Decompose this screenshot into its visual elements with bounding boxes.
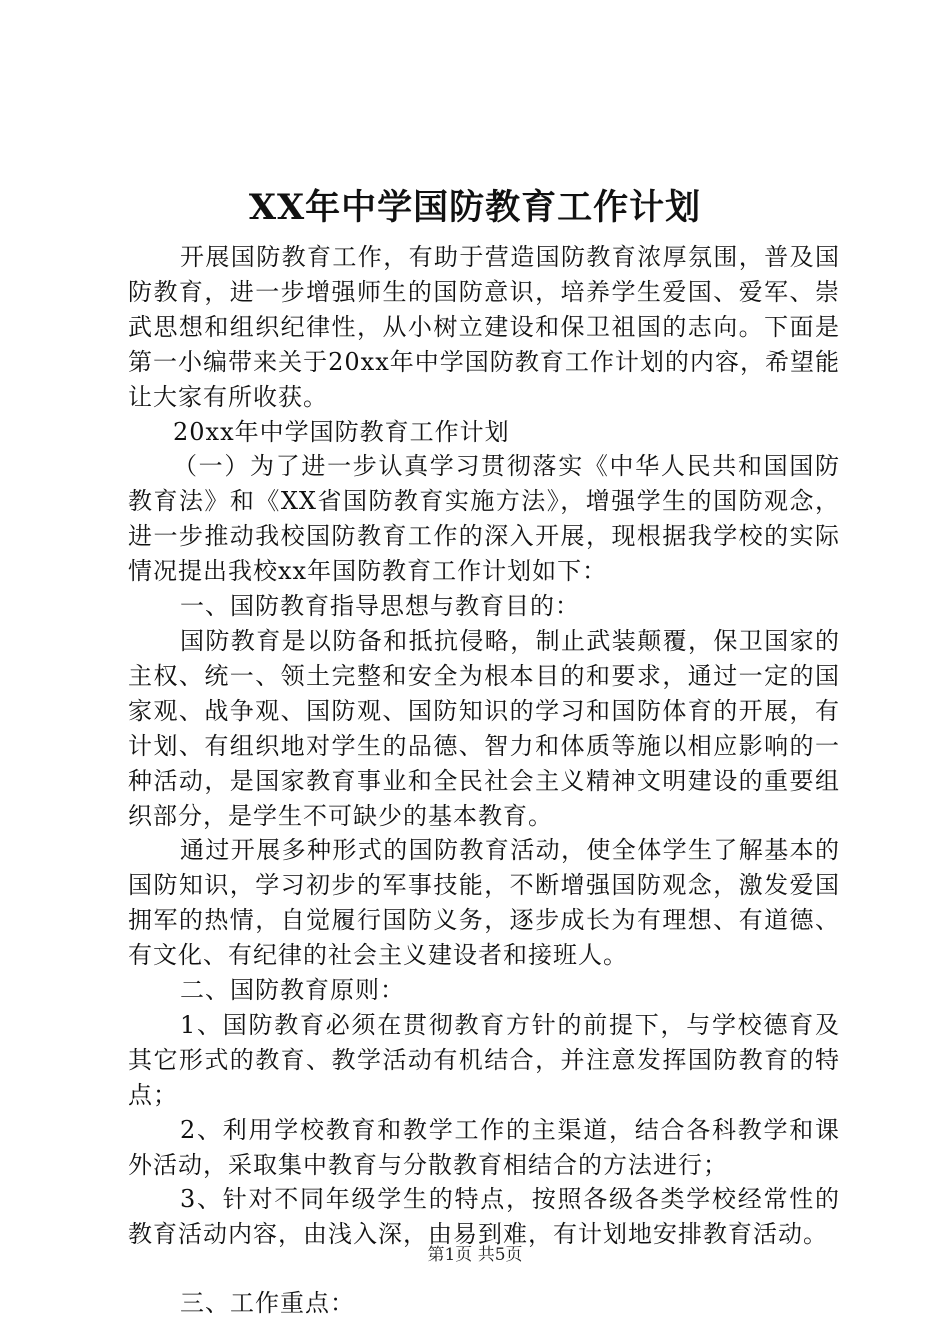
document-body [128, 240, 840, 1321]
principle-item-3: 3、针对不同年级学生的特点，按照各级各类学校经常性的教育活动内容，由浅入深，由易到难，有计划地安排教育活动。 [128, 1185, 840, 1249]
guiding-thought-paragraph: 国防教育是以防备和抵抗侵略，制止武装颠覆，保卫国家的主权、统一、领土完整和安全为根本目的和要求，通过一定的国家观、战争观、国防观、国防知识的学习和国防体育的开展，有计划、有组织地对学生的品德、智力和体质等施以相应影响的一种活动，是国家教育事业和全民社会主义精神文明建设的重要组织部分，是学生不可缺少的基本教育。 [128, 626, 840, 830]
section-heading-2: 二、国防教育原则： [180, 976, 405, 1005]
plan-subtitle: 20xx年中学国防教育工作计划 [173, 417, 510, 446]
principle-item-1: 1、国防教育必须在贯彻教育方针的前提下，与学校德育及其它形式的教育、教学活动有机结合，并注意发挥国防教育的特点； [128, 1010, 840, 1109]
intro-paragraph: 开展国防教育工作，有助于营造国防教育浓厚氛围，普及国防教育，进一步增强师生的国防意识，培养学生爱国、爱军、崇武思想和组织纪律性，从小树立建设和保卫祖国的志向。下面是第一小编带来关于20xx年中学国防教育工作计划的内容，希望能让大家有所收获。 [128, 243, 840, 411]
document-title: XX年中学国防教育工作计划 [248, 187, 702, 228]
education-goal-paragraph: 通过开展多种形式的国防教育活动，使全体学生了解基本的国防知识，学习初步的军事技能，不断增强国防观念，激发爱国拥军的热情，自觉履行国防义务，逐步成长为有理想、有道德、有文化、有纪律的社会主义建设者和接班人。 [128, 836, 840, 970]
section-heading-1: 一、国防教育指导思想与教育目的： [180, 592, 580, 621]
section-preface-paragraph: （一）为了进一步认真学习贯彻落实《中华人民共和国国防教育法》和《XX省国防教育实施方法》，增强学生的国防观念，进一步推动我校国防教育工作的深入开展，现根据我学校的实际情况提出我校xx年国防教育工作计划如下： [128, 452, 840, 586]
principle-item-2: 2、利用学校教育和教学工作的主渠道，结合各科教学和课外活动，采取集中教育与分散教育相结合的方法进行； [128, 1115, 840, 1179]
section-heading-3: 三、工作重点： [180, 1289, 355, 1318]
page-footer: 第1页 共5页 [427, 1245, 523, 1265]
